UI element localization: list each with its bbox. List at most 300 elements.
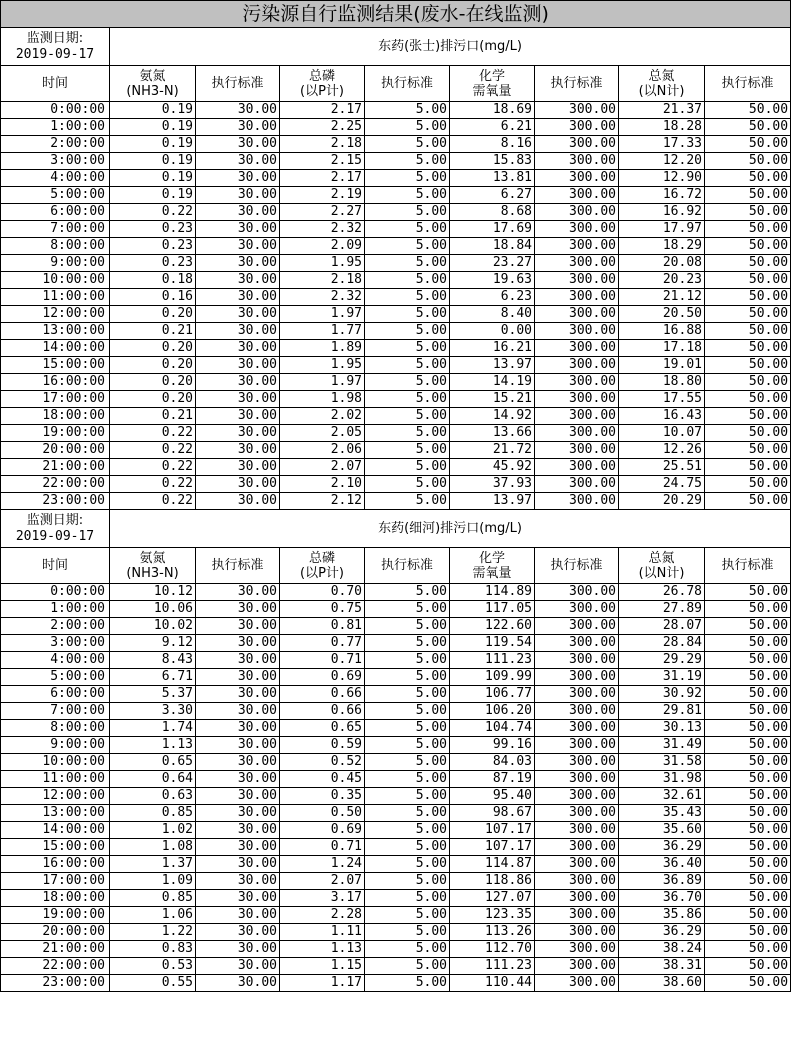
table-row	[1, 323, 791, 340]
value-cell: 1.24	[280, 856, 365, 873]
table-row	[1, 119, 791, 136]
time-cell: 17:00:00	[1, 391, 110, 408]
value-cell: 1.11	[280, 924, 365, 941]
table-row	[1, 306, 791, 323]
value-cell: 5.00	[365, 391, 450, 408]
value-cell: 0.55	[110, 975, 196, 992]
value-cell: 16.43	[619, 408, 705, 425]
table-row	[1, 289, 791, 306]
value-cell: 50.00	[705, 170, 791, 187]
value-cell: 30.00	[196, 153, 280, 170]
value-cell: 6.23	[450, 289, 535, 306]
value-cell: 1.89	[280, 340, 365, 357]
time-cell: 4:00:00	[1, 652, 110, 669]
value-cell: 1.98	[280, 391, 365, 408]
value-cell: 300.00	[535, 618, 619, 635]
value-cell: 30.00	[196, 822, 280, 839]
value-cell: 0.20	[110, 391, 196, 408]
value-cell: 5.00	[365, 652, 450, 669]
value-cell: 30.00	[196, 272, 280, 289]
table-row	[1, 720, 791, 737]
table-row	[1, 754, 791, 771]
table-row	[1, 374, 791, 391]
value-cell: 2.19	[280, 187, 365, 204]
value-cell: 30.00	[196, 306, 280, 323]
value-cell: 30.00	[196, 873, 280, 890]
value-cell: 5.00	[365, 635, 450, 652]
column-header-line1: 总磷	[308, 68, 335, 84]
table-row	[1, 737, 791, 754]
column-header-line2: (以N计)	[638, 565, 685, 581]
value-cell: 5.00	[365, 238, 450, 255]
value-cell: 0.19	[110, 187, 196, 204]
value-cell: 50.00	[705, 204, 791, 221]
monitor-date-value: 2019-09-17	[15, 46, 95, 62]
value-cell: 30.00	[196, 374, 280, 391]
value-cell: 2.07	[280, 459, 365, 476]
value-cell: 0.20	[110, 374, 196, 391]
value-cell: 38.24	[619, 941, 705, 958]
value-cell: 36.40	[619, 856, 705, 873]
table-row	[1, 890, 791, 907]
value-cell: 5.00	[365, 737, 450, 754]
value-cell: 30.00	[196, 703, 280, 720]
table-row	[1, 238, 791, 255]
value-cell: 30.00	[196, 737, 280, 754]
outlet-name: 东药(细河)排污口(mg/L)	[110, 510, 791, 548]
time-cell: 10:00:00	[1, 754, 110, 771]
column-header	[110, 548, 196, 584]
value-cell: 30.00	[196, 975, 280, 992]
value-cell: 17.33	[619, 136, 705, 153]
value-cell: 38.31	[619, 958, 705, 975]
value-cell: 30.00	[196, 102, 280, 119]
value-cell: 50.00	[705, 255, 791, 272]
value-cell: 50.00	[705, 907, 791, 924]
value-cell: 1.17	[280, 975, 365, 992]
value-cell: 30.00	[196, 839, 280, 856]
column-header	[705, 548, 791, 584]
value-cell: 300.00	[535, 136, 619, 153]
value-cell: 111.23	[450, 958, 535, 975]
time-cell: 23:00:00	[1, 493, 110, 510]
value-cell: 50.00	[705, 459, 791, 476]
value-cell: 30.00	[196, 601, 280, 618]
column-header-line1: 氨氮	[139, 550, 166, 566]
value-cell: 300.00	[535, 391, 619, 408]
time-cell: 1:00:00	[1, 119, 110, 136]
value-cell: 0.65	[110, 754, 196, 771]
table-row	[1, 187, 791, 204]
value-cell: 5.00	[365, 890, 450, 907]
column-header-line1: 时间	[41, 76, 68, 91]
table-row	[1, 703, 791, 720]
value-cell: 50.00	[705, 856, 791, 873]
column-header-line1: 执行标准	[550, 76, 603, 91]
value-cell: 9.12	[110, 635, 196, 652]
value-cell: 300.00	[535, 323, 619, 340]
table-row	[1, 669, 791, 686]
value-cell: 50.00	[705, 476, 791, 493]
value-cell: 2.09	[280, 238, 365, 255]
value-cell: 50.00	[705, 924, 791, 941]
section-info-row	[1, 28, 791, 66]
value-cell: 300.00	[535, 255, 619, 272]
time-cell: 3:00:00	[1, 635, 110, 652]
table-row	[1, 459, 791, 476]
value-cell: 0.35	[280, 788, 365, 805]
value-cell: 0.71	[280, 839, 365, 856]
value-cell: 2.32	[280, 289, 365, 306]
value-cell: 0.22	[110, 476, 196, 493]
value-cell: 10.06	[110, 601, 196, 618]
column-header-line2: (NH3-N)	[126, 83, 179, 99]
value-cell: 21.37	[619, 102, 705, 119]
value-cell: 0.22	[110, 459, 196, 476]
column-header-line1: 总氮	[648, 550, 675, 566]
value-cell: 5.00	[365, 975, 450, 992]
table-row	[1, 856, 791, 873]
time-cell: 12:00:00	[1, 306, 110, 323]
value-cell: 30.92	[619, 686, 705, 703]
value-cell: 300.00	[535, 289, 619, 306]
column-header-line1: 执行标准	[721, 76, 774, 91]
value-cell: 30.00	[196, 357, 280, 374]
value-cell: 50.00	[705, 289, 791, 306]
value-cell: 50.00	[705, 584, 791, 601]
value-cell: 0.16	[110, 289, 196, 306]
value-cell: 300.00	[535, 357, 619, 374]
value-cell: 23.27	[450, 255, 535, 272]
value-cell: 0.19	[110, 119, 196, 136]
table-row	[1, 584, 791, 601]
value-cell: 1.13	[280, 941, 365, 958]
value-cell: 5.00	[365, 340, 450, 357]
value-cell: 300.00	[535, 340, 619, 357]
value-cell: 123.35	[450, 907, 535, 924]
time-cell: 22:00:00	[1, 958, 110, 975]
value-cell: 5.00	[365, 255, 450, 272]
value-cell: 300.00	[535, 754, 619, 771]
table-row	[1, 686, 791, 703]
time-cell: 23:00:00	[1, 975, 110, 992]
value-cell: 2.05	[280, 425, 365, 442]
value-cell: 5.00	[365, 442, 450, 459]
value-cell: 2.25	[280, 119, 365, 136]
value-cell: 0.22	[110, 204, 196, 221]
value-cell: 5.00	[365, 720, 450, 737]
value-cell: 50.00	[705, 737, 791, 754]
value-cell: 300.00	[535, 652, 619, 669]
time-cell: 12:00:00	[1, 788, 110, 805]
value-cell: 50.00	[705, 771, 791, 788]
value-cell: 10.02	[110, 618, 196, 635]
table-row	[1, 102, 791, 119]
time-cell: 0:00:00	[1, 584, 110, 601]
value-cell: 0.18	[110, 272, 196, 289]
value-cell: 30.00	[196, 255, 280, 272]
value-cell: 50.00	[705, 340, 791, 357]
value-cell: 18.69	[450, 102, 535, 119]
value-cell: 16.21	[450, 340, 535, 357]
value-cell: 50.00	[705, 754, 791, 771]
value-cell: 50.00	[705, 805, 791, 822]
value-cell: 30.00	[196, 204, 280, 221]
value-cell: 30.00	[196, 788, 280, 805]
value-cell: 5.00	[365, 686, 450, 703]
value-cell: 17.97	[619, 221, 705, 238]
time-cell: 6:00:00	[1, 204, 110, 221]
value-cell: 112.70	[450, 941, 535, 958]
value-cell: 30.00	[196, 720, 280, 737]
value-cell: 5.00	[365, 788, 450, 805]
value-cell: 300.00	[535, 941, 619, 958]
value-cell: 107.17	[450, 839, 535, 856]
value-cell: 29.81	[619, 703, 705, 720]
value-cell: 20.29	[619, 493, 705, 510]
column-header-line1: 化学	[478, 68, 505, 84]
column-header	[450, 66, 535, 102]
time-cell: 18:00:00	[1, 890, 110, 907]
value-cell: 50.00	[705, 357, 791, 374]
value-cell: 30.00	[196, 408, 280, 425]
value-cell: 30.00	[196, 170, 280, 187]
value-cell: 50.00	[705, 493, 791, 510]
value-cell: 50.00	[705, 153, 791, 170]
value-cell: 6.27	[450, 187, 535, 204]
value-cell: 5.00	[365, 408, 450, 425]
value-cell: 117.05	[450, 601, 535, 618]
value-cell: 5.00	[365, 153, 450, 170]
time-cell: 6:00:00	[1, 686, 110, 703]
value-cell: 50.00	[705, 839, 791, 856]
value-cell: 50.00	[705, 601, 791, 618]
value-cell: 119.54	[450, 635, 535, 652]
column-header	[196, 66, 280, 102]
value-cell: 30.00	[196, 221, 280, 238]
value-cell: 3.17	[280, 890, 365, 907]
outlet-name: 东药(张士)排污口(mg/L)	[110, 28, 791, 66]
value-cell: 8.40	[450, 306, 535, 323]
value-cell: 6.71	[110, 669, 196, 686]
value-cell: 35.43	[619, 805, 705, 822]
value-cell: 18.28	[619, 119, 705, 136]
value-cell: 0.23	[110, 255, 196, 272]
value-cell: 0.59	[280, 737, 365, 754]
table-row	[1, 907, 791, 924]
value-cell: 5.00	[365, 476, 450, 493]
value-cell: 0.00	[450, 323, 535, 340]
value-cell: 20.08	[619, 255, 705, 272]
value-cell: 300.00	[535, 703, 619, 720]
value-cell: 300.00	[535, 720, 619, 737]
value-cell: 31.58	[619, 754, 705, 771]
value-cell: 300.00	[535, 476, 619, 493]
time-cell: 4:00:00	[1, 170, 110, 187]
time-cell: 0:00:00	[1, 102, 110, 119]
value-cell: 300.00	[535, 442, 619, 459]
table-row	[1, 153, 791, 170]
time-cell: 9:00:00	[1, 737, 110, 754]
time-cell: 3:00:00	[1, 153, 110, 170]
value-cell: 2.17	[280, 170, 365, 187]
value-cell: 110.44	[450, 975, 535, 992]
column-header	[1, 66, 110, 102]
value-cell: 0.63	[110, 788, 196, 805]
table-row	[1, 425, 791, 442]
value-cell: 24.75	[619, 476, 705, 493]
table-row	[1, 340, 791, 357]
column-header-line1: 执行标准	[211, 76, 264, 91]
value-cell: 300.00	[535, 771, 619, 788]
value-cell: 5.00	[365, 822, 450, 839]
monitor-date-cell	[1, 28, 110, 66]
time-cell: 18:00:00	[1, 408, 110, 425]
table-row	[1, 601, 791, 618]
value-cell: 1.97	[280, 306, 365, 323]
value-cell: 0.77	[280, 635, 365, 652]
value-cell: 122.60	[450, 618, 535, 635]
value-cell: 19.01	[619, 357, 705, 374]
value-cell: 18.29	[619, 238, 705, 255]
time-cell: 13:00:00	[1, 323, 110, 340]
value-cell: 0.19	[110, 170, 196, 187]
value-cell: 5.00	[365, 618, 450, 635]
value-cell: 0.70	[280, 584, 365, 601]
value-cell: 5.00	[365, 493, 450, 510]
value-cell: 16.88	[619, 323, 705, 340]
value-cell: 300.00	[535, 873, 619, 890]
time-cell: 22:00:00	[1, 476, 110, 493]
value-cell: 8.16	[450, 136, 535, 153]
column-header	[1, 548, 110, 584]
table-row	[1, 442, 791, 459]
value-cell: 300.00	[535, 975, 619, 992]
value-cell: 300.00	[535, 601, 619, 618]
table-row	[1, 204, 791, 221]
column-header-line2: (以N计)	[638, 83, 685, 99]
value-cell: 1.97	[280, 374, 365, 391]
value-cell: 98.67	[450, 805, 535, 822]
value-cell: 5.00	[365, 669, 450, 686]
value-cell: 99.16	[450, 737, 535, 754]
value-cell: 19.63	[450, 272, 535, 289]
value-cell: 300.00	[535, 822, 619, 839]
value-cell: 50.00	[705, 958, 791, 975]
value-cell: 0.20	[110, 306, 196, 323]
column-header-line1: 执行标准	[380, 558, 433, 573]
value-cell: 2.17	[280, 102, 365, 119]
value-cell: 10.07	[619, 425, 705, 442]
value-cell: 1.08	[110, 839, 196, 856]
value-cell: 13.97	[450, 357, 535, 374]
value-cell: 16.72	[619, 187, 705, 204]
value-cell: 20.50	[619, 306, 705, 323]
value-cell: 50.00	[705, 442, 791, 459]
column-header	[619, 66, 705, 102]
value-cell: 1.95	[280, 255, 365, 272]
table-row	[1, 652, 791, 669]
value-cell: 50.00	[705, 238, 791, 255]
value-cell: 300.00	[535, 119, 619, 136]
value-cell: 50.00	[705, 272, 791, 289]
value-cell: 30.00	[196, 669, 280, 686]
table-row	[1, 221, 791, 238]
time-cell: 19:00:00	[1, 425, 110, 442]
value-cell: 300.00	[535, 737, 619, 754]
value-cell: 12.20	[619, 153, 705, 170]
value-cell: 30.00	[196, 686, 280, 703]
value-cell: 300.00	[535, 788, 619, 805]
value-cell: 2.28	[280, 907, 365, 924]
value-cell: 50.00	[705, 221, 791, 238]
value-cell: 5.00	[365, 187, 450, 204]
monitor-date-label: 监测日期:	[26, 30, 84, 46]
value-cell: 0.22	[110, 442, 196, 459]
value-cell: 26.78	[619, 584, 705, 601]
value-cell: 25.51	[619, 459, 705, 476]
value-cell: 300.00	[535, 584, 619, 601]
column-header	[365, 66, 450, 102]
value-cell: 18.80	[619, 374, 705, 391]
value-cell: 5.00	[365, 102, 450, 119]
time-cell: 8:00:00	[1, 238, 110, 255]
value-cell: 50.00	[705, 669, 791, 686]
value-cell: 5.00	[365, 170, 450, 187]
value-cell: 300.00	[535, 958, 619, 975]
column-header-line1: 总氮	[648, 68, 675, 84]
value-cell: 50.00	[705, 323, 791, 340]
value-cell: 5.00	[365, 221, 450, 238]
value-cell: 5.00	[365, 907, 450, 924]
time-cell: 16:00:00	[1, 374, 110, 391]
value-cell: 300.00	[535, 204, 619, 221]
value-cell: 17.69	[450, 221, 535, 238]
value-cell: 300.00	[535, 459, 619, 476]
value-cell: 12.26	[619, 442, 705, 459]
table-row	[1, 476, 791, 493]
value-cell: 114.87	[450, 856, 535, 873]
value-cell: 0.23	[110, 221, 196, 238]
value-cell: 31.49	[619, 737, 705, 754]
column-header-line2: (以P计)	[300, 565, 344, 581]
value-cell: 0.75	[280, 601, 365, 618]
time-cell: 8:00:00	[1, 720, 110, 737]
value-cell: 30.00	[196, 771, 280, 788]
value-cell: 30.00	[196, 754, 280, 771]
column-header	[280, 66, 365, 102]
value-cell: 15.21	[450, 391, 535, 408]
value-cell: 30.00	[196, 136, 280, 153]
value-cell: 50.00	[705, 408, 791, 425]
value-cell: 2.18	[280, 272, 365, 289]
value-cell: 5.00	[365, 601, 450, 618]
value-cell: 0.19	[110, 136, 196, 153]
value-cell: 5.00	[365, 924, 450, 941]
value-cell: 30.13	[619, 720, 705, 737]
time-cell: 15:00:00	[1, 839, 110, 856]
value-cell: 45.92	[450, 459, 535, 476]
value-cell: 300.00	[535, 374, 619, 391]
value-cell: 30.00	[196, 425, 280, 442]
value-cell: 16.92	[619, 204, 705, 221]
value-cell: 5.00	[365, 306, 450, 323]
value-cell: 5.00	[365, 289, 450, 306]
value-cell: 107.17	[450, 822, 535, 839]
value-cell: 0.65	[280, 720, 365, 737]
value-cell: 300.00	[535, 102, 619, 119]
value-cell: 50.00	[705, 425, 791, 442]
